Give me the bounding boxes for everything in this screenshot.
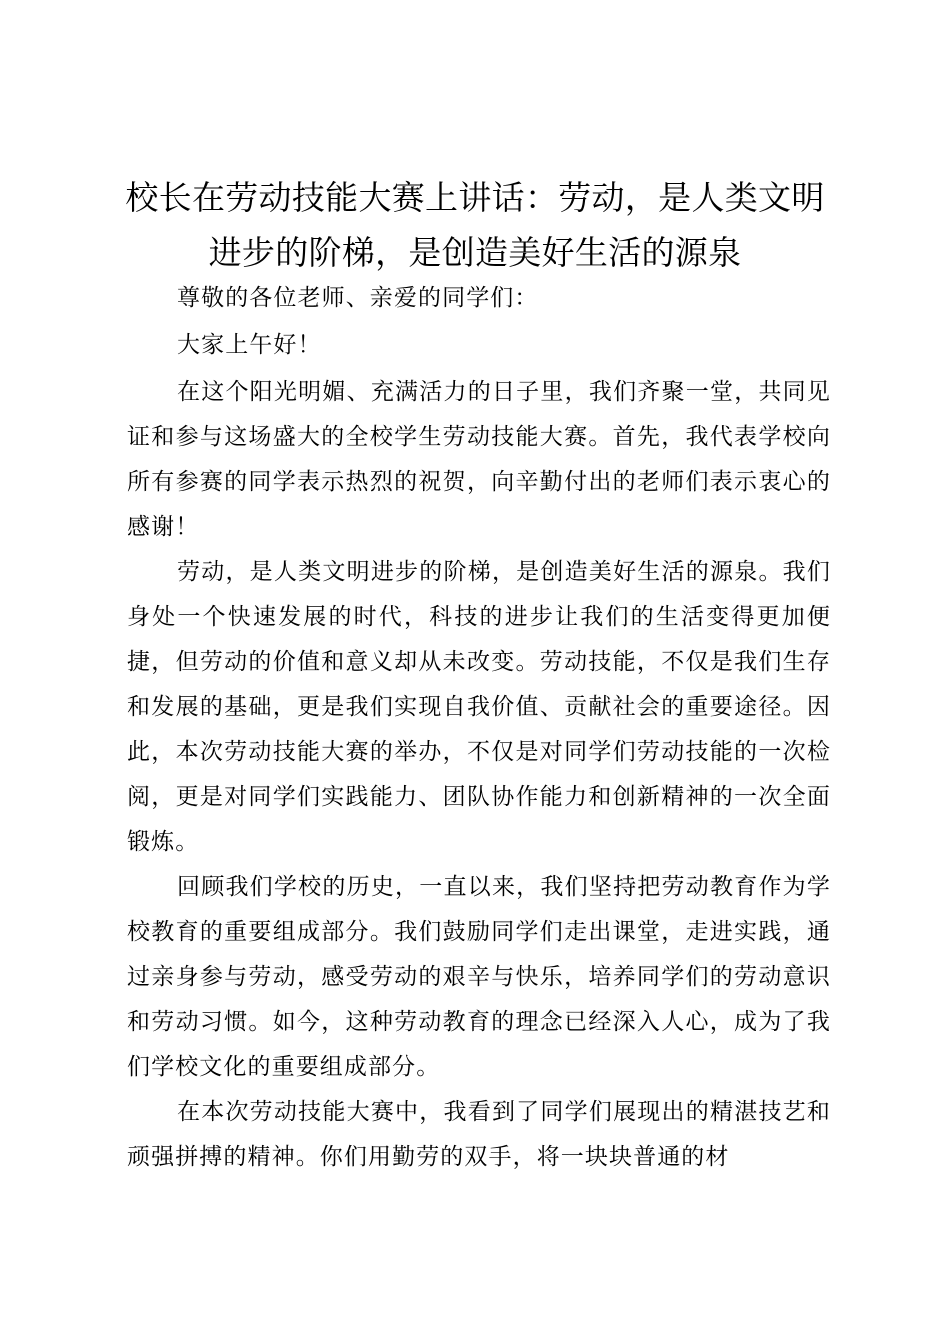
document-body xyxy=(127,276,831,1180)
body-paragraph-2: 劳动，是人类文明进步的阶梯，是创造美好生活的源泉。我们身处一个快速发展的时代，科技的进步让我们的生活变得更加便捷，但劳动的价值和意义却从未改变。劳动技能，不仅是我们生存和发展的基础，更是我们实现自我价值、贡献社会的重要途径。因此，本次劳动技能大赛的举办，不仅是对同学们劳动技能的一次检阅，更是对同学们实践能力、团队协作能力和创新精神的一次全面锻炼。 xyxy=(127,559,831,855)
body-paragraph-1: 在这个阳光明媚、充满活力的日子里，我们齐聚一堂，共同见证和参与这场盛大的全校学生劳动技能大赛。首先，我代表学校向所有参赛的同学表示热烈的祝贺，向辛勤付出的老师们表示衷心的感谢！ xyxy=(127,379,831,540)
salutation-paragraph: 尊敬的各位老师、亲爱的同学们： xyxy=(177,285,539,311)
body-paragraph-3: 回顾我们学校的历史，一直以来，我们坚持把劳动教育作为学校教育的重要组成部分。我们鼓励同学们走出课堂，走进实践，通过亲身参与劳动，感受劳动的艰辛与快乐，培养同学们的劳动意识和劳动习惯。如今，这种劳动教育的理念已经深入人心，成为了我们学校文化的重要组成部分。 xyxy=(127,874,831,1080)
document-title: 校长在劳动技能大赛上讲话：劳动，是人类文明进步的阶梯，是创造美好生活的源泉 xyxy=(125,178,825,272)
greeting-paragraph: 大家上午好！ xyxy=(177,332,322,358)
body-paragraph-4: 在本次劳动技能大赛中，我看到了同学们展现出的精湛技艺和顽强拼搏的精神。你们用勤劳的双手，将一块块普通的材 xyxy=(127,1099,831,1170)
